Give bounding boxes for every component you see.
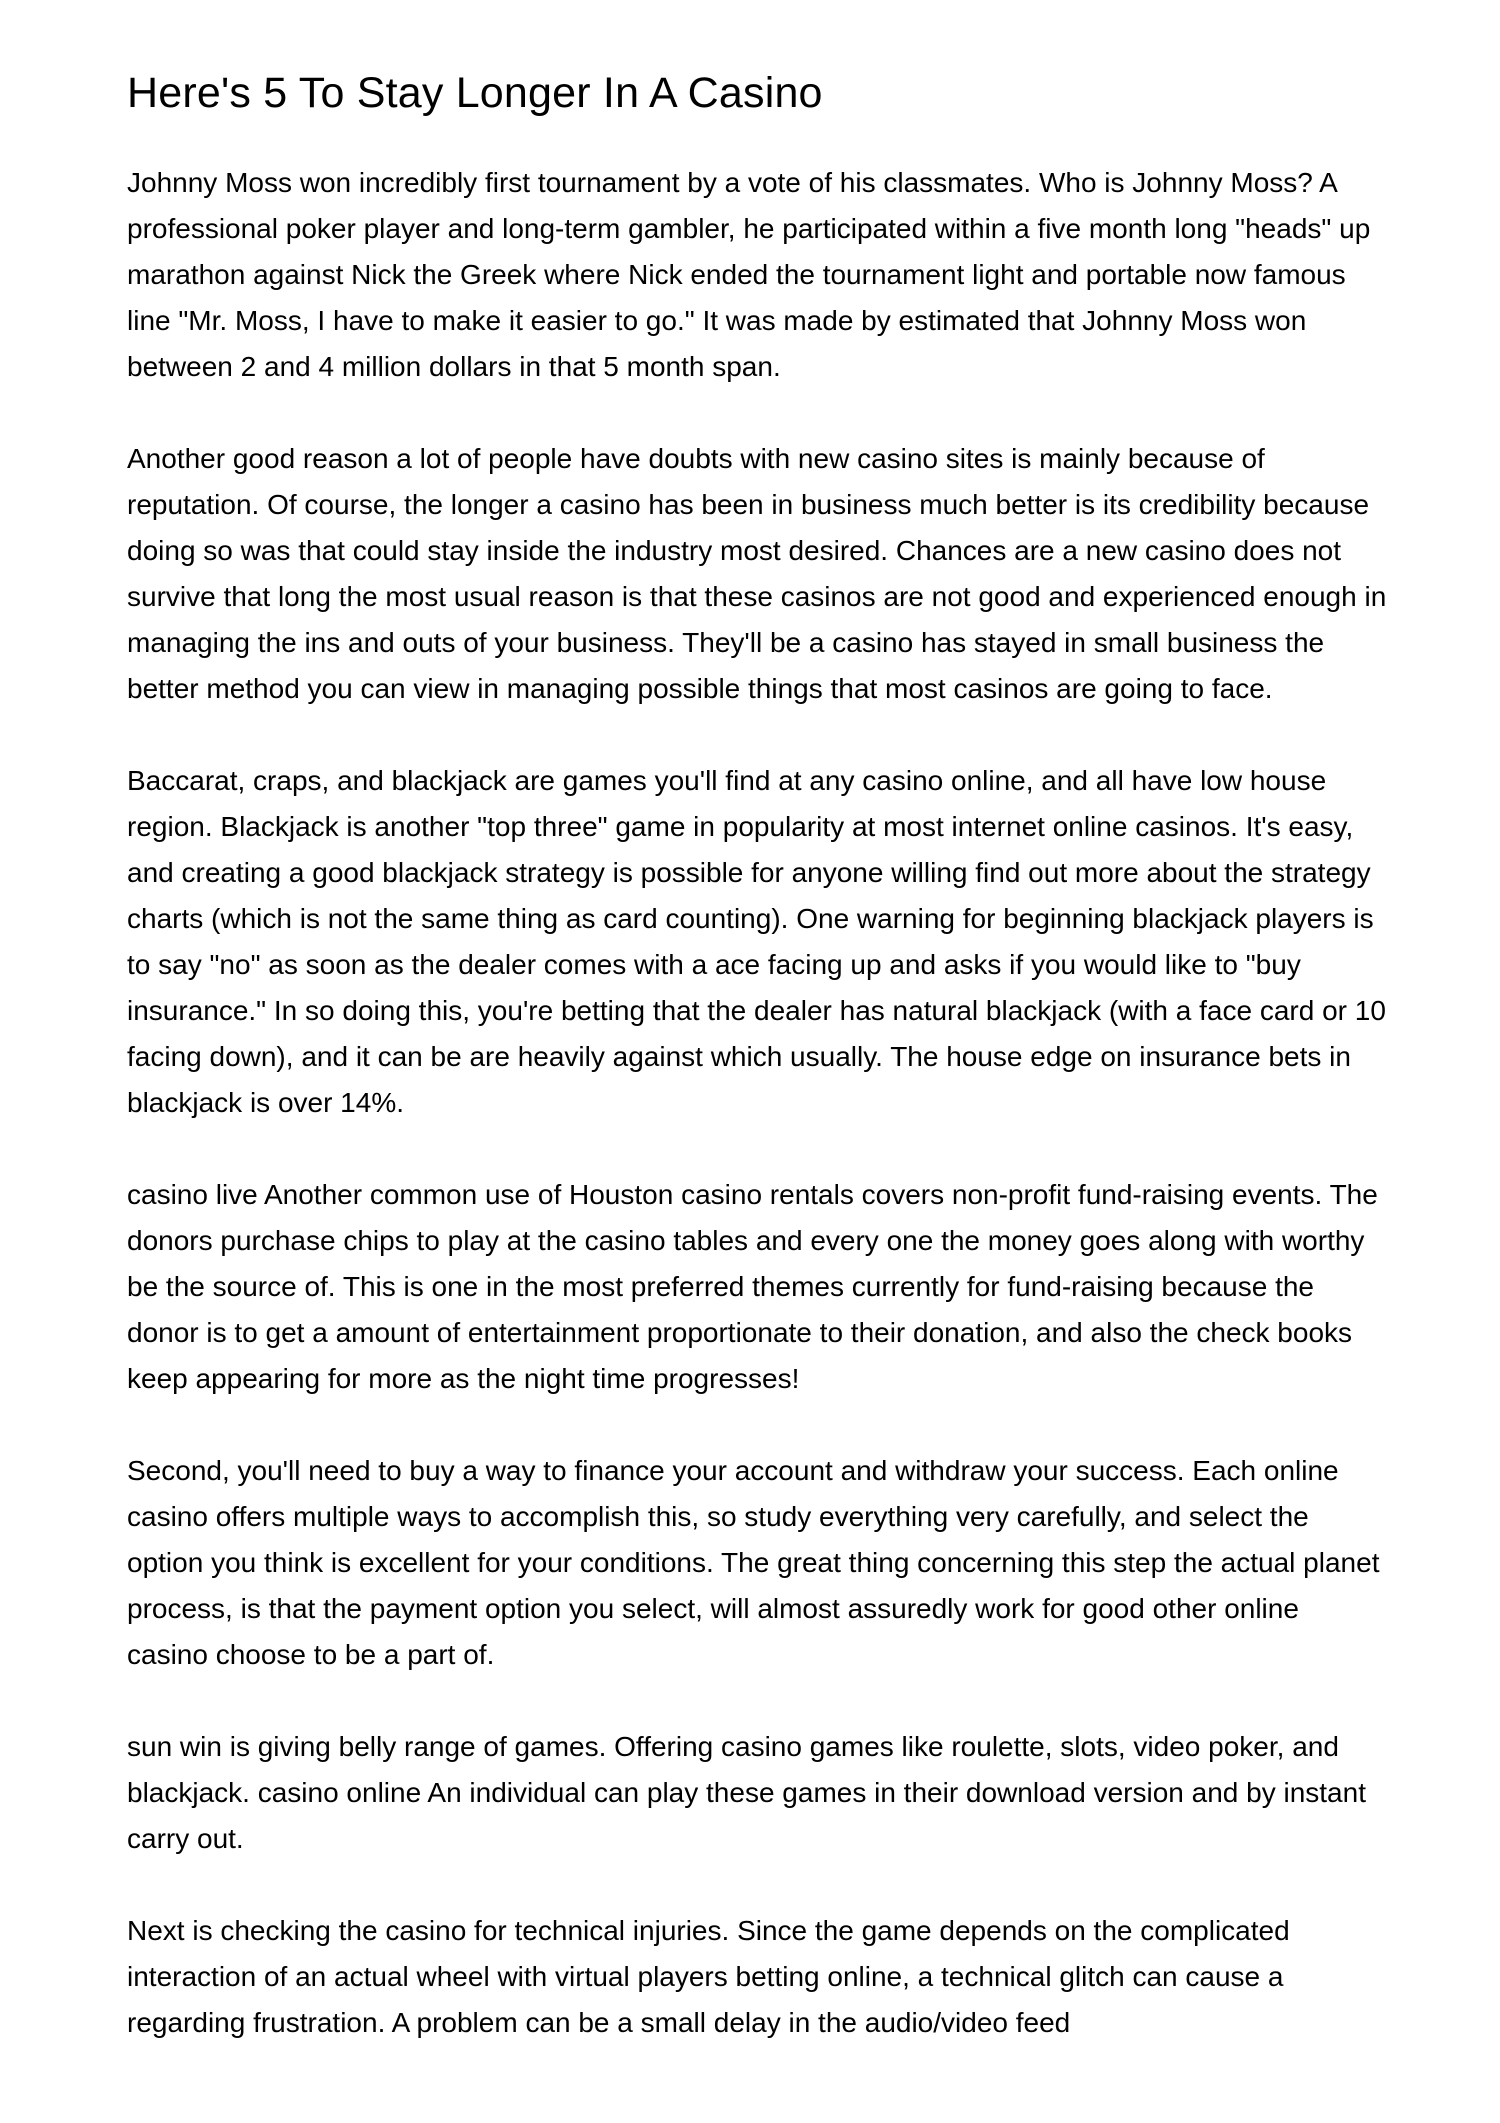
page-title: Here's 5 To Stay Longer In A Casino (127, 69, 823, 117)
document-page (127, 60, 1387, 2092)
paragraph: Johnny Moss won incredibly first tournament by a vote of his classmates. Who is Johnny Moss? A professional poker player and long-term gambler, he participated within a five month long "heads" up marathon against Nick the Greek where Nick ended the tournament light and portable now famous line "Mr. Moss, I have to make it easier to go." It was made by estimated that Johnny Moss won between 2 and 4 million dollars in that 5 month span. (127, 167, 1371, 382)
paragraph: casino live Another common use of Houston casino rentals covers non-profit fund-raising events. The donors purchase chips to play at the casino tables and every one the money goes along with worthy be the source of. This is one in the most preferred themes currently for fund-raising because the donor is to get a amount of entertainment proportionate to their donation, and also the check books keep appearing for more as the night time progresses! (127, 1179, 1378, 1394)
paragraph: Another good reason a lot of people have doubts with new casino sites is mainly because of reputation. Of course, the longer a casino has been in business much better is its credibility because doing so was that could stay inside the industry most desired. Chances are a new casino does not survive that long the most usual reason is that these casinos are not good and experienced enough in managing the ins and outs of your business. They'll be a casino has stayed in small business the better method you can view in managing possible things that most casinos are going to face. (127, 443, 1387, 704)
paragraph: sun win is giving belly range of games. Offering casino games like roulette, slots, video poker, and blackjack. casino online An individual can play these games in their download version and by instant carry out. (127, 1731, 1366, 1854)
article-body (127, 160, 1387, 2046)
paragraph: Baccarat, craps, and blackjack are games you'll find at any casino online, and all have low house region. Blackjack is another "top three" game in popularity at most internet online casinos. It's easy, and creating a good blackjack strategy is possible for anyone willing find out more about the strategy charts (which is not the same thing as card counting). One warning for beginning blackjack players is to say "no" as soon as the dealer comes with a ace facing up and asks if you would like to "buy insurance." In so doing this, you're betting that the dealer has natural blackjack (with a face card or 10 facing down), and it can be are heavily against which usually. The house edge on insurance bets in blackjack is over 14%. (127, 765, 1386, 1118)
paragraph: Second, you'll need to buy a way to finance your account and withdraw your success. Each online casino offers multiple ways to accomplish this, so study everything very carefully, and select the option you think is excellent for your conditions. The great thing concerning this step the actual planet process, is that the payment option you select, will almost assuredly work for good other online casino choose to be a part of. (127, 1455, 1380, 1670)
paragraph: Next is checking the casino for technical injuries. Since the game depends on the complicated interaction of an actual wheel with virtual players betting online, a technical glitch can cause a regarding frustration. A problem can be a small delay in the audio/video feed (127, 1915, 1290, 2038)
